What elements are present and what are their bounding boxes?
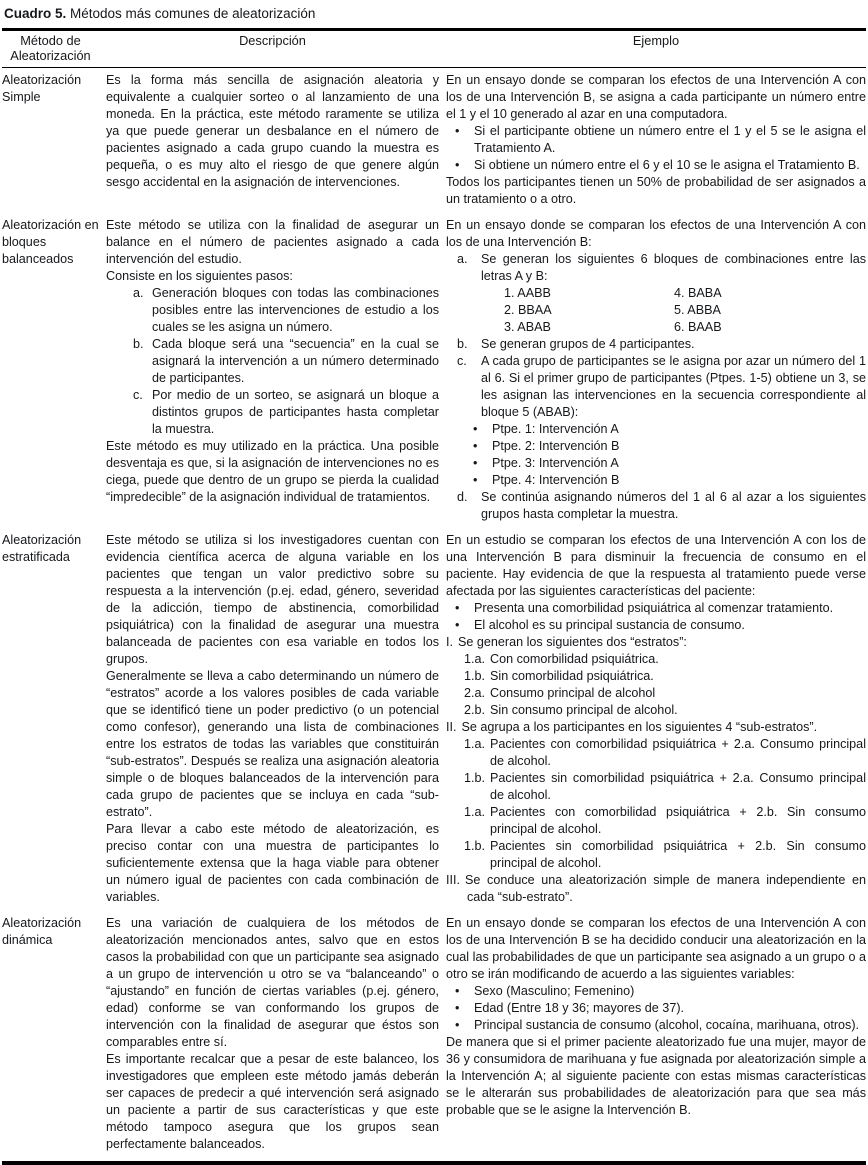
item-label: 1.b.: [464, 839, 486, 853]
bullet-item: [446, 472, 866, 489]
example-cell: [446, 915, 866, 1153]
list-item: [446, 668, 866, 685]
pair-item: 5. ABBA: [674, 303, 721, 317]
item-label: 1.a.: [464, 652, 486, 666]
list-item: [446, 838, 866, 872]
item-label: a.: [457, 252, 468, 266]
item-label: c.: [457, 354, 467, 368]
list-item: [446, 251, 866, 285]
item-text: Sin comorbilidad psiquiátrica.: [490, 669, 654, 683]
list-item: [446, 770, 866, 804]
bullet-item: [446, 421, 866, 438]
paragraph: Este método se utiliza con la finalidad de asegurar un balance en el número de pacientes asignado a cada intervención del estudio.: [106, 218, 439, 266]
list-item: [106, 387, 439, 438]
table-row: [2, 213, 866, 528]
item-text: Por medio de un sorteo, se asignará un bloque a distintos grupos de participantes hasta completar la muestra.: [152, 388, 439, 436]
bullet-marker: •: [455, 984, 460, 998]
paragraph: Este método se utiliza si los investigadores cuentan con evidencia científica acerca de alguna variable en los pacientes que tengan un valor predictivo sobre su respuesta a la intervención (p.ej. edad, género, severidad de la adicción, tiempo de abstinencia, comorbilidad psiquiátrica) con la finalidad de asegurar una muestra balanceada de pacientes con esa variable en todos los grupos.: [106, 533, 439, 666]
paragraph: Generalmente se lleva a cabo determinando un número de “estratos” acorde a los valores posibles de cada variable que se identificó tiene un poder predictivo (o un potencial como confesor), generando una lista de combinaciones entre los estratos de todas las variables que constituirán “sub-estratos”. Después se realiza una asignación aleatoria simple o de bloques balanceados de la intervención para cada grupo de pacientes que se incluya en cada “sub-estrato”.: [106, 669, 439, 819]
item-label: I.: [446, 635, 453, 649]
list-item: [446, 719, 866, 736]
pair-item: 3. ABAB: [504, 320, 551, 334]
item-label: III.: [446, 873, 460, 887]
item-text: Presenta una comorbilidad psiquiátrica al comenzar tratamiento.: [474, 601, 834, 615]
list-item: [446, 353, 866, 421]
item-label: II.: [446, 720, 457, 734]
paragraph: Es importante recalcar que a pesar de este balanceo, los investigadores que empleen este método jamás deberán ser capaces de predecir a qué intervención será asignado un paciente a partir de sus características y que este método tampoco asegura que los grupos sean perfectamente balanceados.: [106, 1052, 439, 1151]
table-row: [2, 528, 866, 911]
paragraph: En un ensayo donde se comparan los efectos de una Intervención A con los de una Intervención B se ha decidido conducir una aleatorización en la cual las probabilidades de que un participante sea asignado a un grupo o a otro se irán modificando de acuerdo a las siguientes variables:: [446, 916, 866, 981]
table-header-row: [2, 31, 866, 68]
item-text: Generación bloques con todas las combinaciones posibles entre las intervenciones de estudio a los cuales se les asigna un número.: [152, 286, 439, 334]
method-name: Aleatorización dinámica: [2, 916, 82, 947]
paragraph: Es una variación de cualquiera de los métodos de aleatorización mencionados antes, salvo que en estos casos la probabilidad con que un participante sea asignado a un grupo de intervención u otro se va “balanceando” o “ajustando” en función de ciertas variables (p.ej. género, edad) conforme se van conformando los grupos de intervención con la finalidad de asegurar que éstos son comparables entre sí.: [106, 916, 439, 1049]
paragraph: En un ensayo donde se comparan los efectos de una Intervención A con los de una Intervención B:: [446, 218, 866, 249]
item-text: El alcohol es su principal sustancia de consumo.: [474, 618, 745, 632]
column-header-method: [2, 33, 99, 63]
bullet-item: [446, 455, 866, 472]
item-label: 2.a.: [464, 686, 486, 700]
list-item: [446, 634, 866, 651]
description-cell: [106, 217, 439, 523]
item-label: 1.b.: [464, 771, 486, 785]
item-text: Pacientes sin comorbilidad psiquiátrica + 2.b. Sin consumo principal de alcohol.: [490, 839, 866, 870]
item-label: 1.a.: [464, 805, 486, 819]
item-text: Ptpe. 4: Intervención B: [492, 473, 620, 487]
item-label: 1.a.: [464, 737, 486, 751]
bullet-marker: •: [473, 473, 478, 487]
item-label: c.: [133, 388, 143, 402]
item-text: Se generan grupos de 4 participantes.: [481, 337, 695, 351]
bullet-item: [446, 438, 866, 455]
list-item: [446, 872, 866, 906]
bullet-item: [446, 983, 866, 1000]
pair-item: 2. BBAA: [504, 303, 552, 317]
column-header-description: Descripción: [239, 33, 306, 48]
bullet-marker: •: [455, 618, 460, 632]
bullet-marker: •: [473, 456, 478, 470]
list-item: [446, 336, 866, 353]
bullet-marker: •: [455, 1001, 460, 1015]
table-caption: [2, 3, 866, 28]
paragraph: En un ensayo donde se comparan los efectos de una Intervención A con los de una Intervención B, se asigna a cada participante un número entre el 1 y el 10 generado al azar en una computadora.: [446, 73, 866, 121]
method-cell: [2, 72, 99, 208]
item-text: Pacientes sin comorbilidad psiquiátrica + 2.a. Consumo principal de alcohol.: [490, 771, 866, 802]
item-text: Se conduce una aleatorización simple de manera independiente en cada “sub-estrato”.: [465, 873, 866, 904]
item-text: Se generan los siguientes 6 bloques de combinaciones entre las letras A y B:: [481, 252, 866, 283]
caption-label: Cuadro 5.: [4, 6, 67, 21]
method-name: Aleatorización estratificada: [2, 533, 82, 564]
item-text: Pacientes con comorbilidad psiquiátrica + 2.a. Consumo principal de alcohol.: [490, 737, 866, 768]
item-text: Sin consumo principal de alcohol.: [490, 703, 678, 717]
paragraph: En un estudio se comparan los efectos de una Intervención A con los de una Intervención B para disminuir la frecuencia de consumo en el paciente. Hay evidencia de que la respuesta al tratamiento puede verse afectada por las siguientes características del paciente:: [446, 533, 866, 598]
item-text: Cada bloque será una “secuencia” en la cual se asignará la intervención a un número determinado de participantes.: [152, 337, 439, 385]
description-cell: [106, 72, 439, 208]
list-item: [446, 651, 866, 668]
list-item: [446, 736, 866, 770]
paragraph: Es la forma más sencilla de asignación aleatoria y equivalente a cualquier sorteo o al lanzamiento de una moneda. En la práctica, este método raramente se utiliza ya que puede generar un desbalance en el número de pacientes asignado a cada grupo cuando la muestra es pequeña, o es muy alto el riesgo de que genere algún sesgo accidental en la asignación de intervenciones.: [106, 73, 439, 189]
paragraph: Todos los participantes tienen un 50% de probabilidad de ser asignados a un tratamiento o a otro.: [446, 175, 866, 206]
item-text: Ptpe. 1: Intervención A: [492, 422, 619, 436]
table-body: [2, 68, 866, 1158]
bullet-item: [446, 617, 866, 634]
list-item: [446, 685, 866, 702]
method-cell: [2, 915, 99, 1153]
item-text: Ptpe. 3: Intervención A: [492, 456, 619, 470]
bullet-item: [446, 157, 866, 174]
item-text: Consumo principal de alcohol: [490, 686, 656, 700]
item-text: Ptpe. 2: Intervención B: [492, 439, 620, 453]
table-row: [2, 911, 866, 1158]
bullet-marker: •: [455, 124, 460, 138]
bullet-item: [446, 1000, 866, 1017]
item-label: b.: [133, 337, 144, 351]
item-text: Si el participante obtiene un número entre el 1 y el 5 se le asigna el Tratamiento A.: [474, 124, 866, 155]
item-text: Si obtiene un número entre el 6 y el 10 se le asigna el Tratamiento B.: [474, 158, 860, 172]
example-cell: [446, 532, 866, 906]
item-text: Pacientes con comorbilidad psiquiátrica + 2.b. Sin consumo principal de alcohol.: [490, 805, 866, 836]
method-name: Aleatorización en bloques balanceados: [2, 218, 99, 266]
list-item: [106, 336, 439, 387]
pair-item: 6. BAAB: [674, 320, 722, 334]
bullet-marker: •: [455, 1018, 460, 1032]
description-cell: [106, 532, 439, 906]
item-text: Se agrupa a los participantes en los siguientes 4 “sub-estratos”.: [461, 720, 818, 734]
pair-item: 4. BABA: [674, 286, 722, 300]
item-label: 1.b.: [464, 669, 486, 683]
paragraph: Consiste en los siguientes pasos:: [106, 269, 293, 283]
item-text: Se continúa asignando números del 1 al 6 al azar a los siguientes grupos hasta completar la muestra.: [481, 490, 866, 521]
column-header-method-line1: Método de: [20, 33, 81, 48]
bullet-marker: •: [455, 158, 460, 172]
example-cell: [446, 72, 866, 208]
item-text: A cada grupo de participantes se le asigna por azar un número del 1 al 6. Si el primer grupo de participantes (Ptpes. 1-5) obtiene un 3, se les asignan las intervenciones en la secuencia correspondiente al bloque 5 (ABAB):: [481, 354, 866, 419]
description-cell: [106, 915, 439, 1153]
item-text: Con comorbilidad psiquiátrica.: [490, 652, 659, 666]
bullet-item: [446, 1017, 866, 1034]
column-header-method-line2: Aleatorización: [10, 48, 91, 63]
bullet-marker: •: [473, 422, 478, 436]
bullet-marker: •: [473, 439, 478, 453]
example-cell: [446, 217, 866, 523]
paragraph: De manera que si el primer paciente aleatorizado fue una mujer, mayor de 36 y consumidora de marihuana y fue asignada por aleatorización simple a la Intervención A; al siguiente paciente con estas mismas características se le alterarán sus probabilidades de aleatorización para que sea más probable que se le asigne la Intervención B.: [446, 1035, 866, 1117]
item-text: Se generan los siguientes dos “estratos”:: [458, 635, 687, 649]
bullet-marker: •: [455, 601, 460, 615]
item-label: d.: [457, 490, 468, 504]
bullet-item: [446, 600, 866, 617]
caption-title: Métodos más comunes de aleatorización: [66, 6, 316, 21]
paragraph: Para llevar a cabo este método de aleatorización, es preciso contar con una muestra de participantes lo suficientemente extensa que la haga viable para obtener un número igual de pacientes con cada combinación de variables.: [106, 822, 439, 904]
method-cell: [2, 217, 99, 523]
item-label: a.: [133, 286, 144, 300]
paragraph: Este método es muy utilizado en la práctica. Una posible desventaja es que, si la asignación de intervenciones no es ciega, puede que dentro de un grupo se pierda la cualidad “impredecible” de la asignación individual de tratamientos.: [106, 439, 439, 504]
item-text: Sexo (Masculino; Femenino): [474, 984, 635, 998]
bullet-item: [446, 123, 866, 157]
bottom-rule: [2, 1161, 866, 1165]
item-text: Principal sustancia de consumo (alcohol, cocaína, marihuana, otros).: [474, 1018, 860, 1032]
item-text: Edad (Entre 18 y 36; mayores de 37).: [474, 1001, 685, 1015]
column-header-example: Ejemplo: [632, 33, 680, 48]
table-row: [2, 68, 866, 213]
list-item: [446, 489, 866, 523]
list-item: [446, 804, 866, 838]
method-name: Aleatorización Simple: [2, 73, 82, 104]
block-pair-grid: [446, 285, 866, 336]
method-cell: [2, 532, 99, 906]
item-label: b.: [457, 337, 468, 351]
list-item: [446, 702, 866, 719]
item-label: 2.b.: [464, 703, 486, 717]
pair-item: 1. AABB: [504, 286, 551, 300]
list-item: [106, 285, 439, 336]
